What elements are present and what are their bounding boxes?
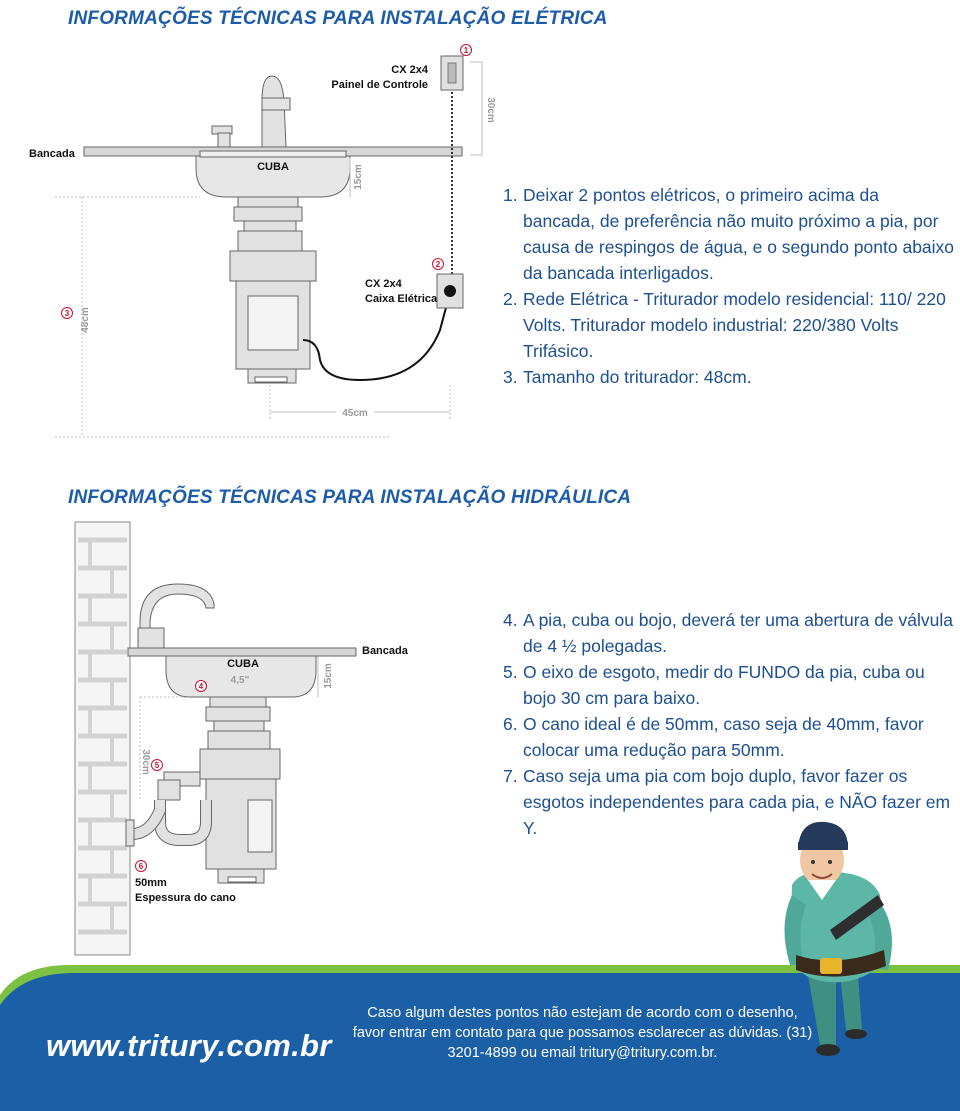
cuba-label: CUBA (227, 658, 259, 670)
electrical-section-title: INFORMAÇÕES TÉCNICAS PARA INSTALAÇÃO ELÉTRICA (68, 8, 608, 29)
marker-3-label: 3 (64, 309, 70, 318)
marker-5-label: 5 (154, 761, 160, 770)
website-link[interactable]: www.tritury.com.br (46, 1028, 332, 1063)
dim-4-5-inch: 4,5" (230, 675, 250, 686)
marker-2-label: 2 (435, 260, 441, 269)
dim-48cm: 48cm (80, 307, 91, 333)
dim-30cm: 30cm (140, 749, 151, 775)
pipe-size-label: 50mm (135, 877, 167, 889)
cx2-line1-label: CX 2x4 (365, 278, 402, 290)
marker-6-label: 6 (138, 862, 144, 871)
list-item: 2. Rede Elétrica - Triturador modelo residencial: 110/ 220 Volts. Triturador modelo industrial: 220/380 Volts Trifásico. (503, 289, 946, 361)
contact-text: Caso algum destes pontos não estejam de acordo com o desenho, favor entrar em contato para que possamos esclarecer as dúvidas. (31) 3201-4899 ou email tritury@tritury.com.br. (352, 1005, 813, 1061)
marker-1-label: 1 (463, 46, 469, 55)
cx1-line1-label: CX 2x4 (391, 64, 428, 76)
cx2-line2-label: Caixa Elétrica (365, 293, 438, 305)
list-item: 7. Caso seja uma pia com bojo duplo, favor fazer os esgotos independentes para cada pia, e NÃO fazer em Y. (503, 766, 951, 838)
bancada-label: Bancada (362, 645, 408, 657)
list-item: 3. Tamanho do triturador: 48cm. (503, 367, 752, 387)
dim-15cm: 15cm (353, 164, 364, 190)
dim-15cm: 15cm (323, 663, 334, 689)
list-item: 6. O cano ideal é de 50mm, caso seja de 40mm, favor colocar uma redução para 50mm. (503, 714, 924, 760)
list-item: 4. A pia, cuba ou bojo, deverá ter uma abertura de válvula de 4 ½ polegadas. (503, 610, 953, 656)
pipe-thickness-label: Espessura do cano (135, 892, 236, 904)
dim-45cm: 45cm (342, 408, 368, 419)
dim-30cm: 30cm (485, 97, 496, 123)
list-item: 5. O eixo de esgoto, medir do FUNDO da pia, cuba ou bojo 30 cm para baixo. (503, 662, 925, 708)
list-item: 1. Deixar 2 pontos elétricos, o primeiro acima da bancada, de preferência não muito próximo a pia, por causa de respingos de água, e o segundo ponto abaixo da bancada interligados. (503, 185, 955, 283)
cx1-line2-label: Painel de Controle (331, 79, 428, 91)
hydraulic-section-title: INFORMAÇÕES TÉCNICAS PARA INSTALAÇÃO HIDRÁULICA (68, 487, 632, 508)
bancada-label: Bancada (29, 148, 75, 160)
cuba-label: CUBA (257, 161, 289, 173)
marker-4-label: 4 (198, 682, 204, 691)
